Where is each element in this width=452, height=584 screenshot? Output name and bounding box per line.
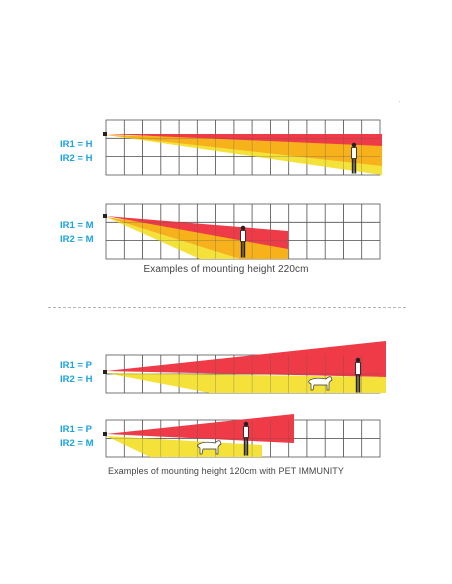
- caption-mounting-220: Examples of mounting height 220cm: [143, 264, 309, 275]
- sensor-icon: [103, 370, 107, 374]
- ir1-setting: IR1 = H: [60, 139, 93, 150]
- ir2-setting: IR2 = M: [60, 234, 94, 245]
- section-divider: [48, 307, 406, 308]
- panel-mm-diagram: [103, 204, 380, 259]
- sensor-icon: [103, 132, 107, 136]
- ir1-setting: IR1 = P: [60, 424, 92, 435]
- ir2-setting: IR2 = H: [60, 374, 93, 385]
- ir2-setting: IR2 = H: [60, 153, 93, 164]
- panel-pm-diagram: [103, 414, 380, 457]
- sensor-icon: [103, 432, 107, 436]
- ir1-setting: IR1 = M: [60, 220, 94, 231]
- caption-mounting-120: Examples of mounting height 120cm with PET IMMUNITY: [107, 466, 345, 476]
- panel-hh-diagram: [103, 120, 382, 175]
- ir2-setting: IR2 = M: [60, 438, 94, 449]
- ir1-setting: IR1 = P: [60, 360, 92, 371]
- ir1-beam: [106, 341, 386, 377]
- sensor-icon: [103, 214, 107, 218]
- panel-ph-diagram: [103, 341, 386, 393]
